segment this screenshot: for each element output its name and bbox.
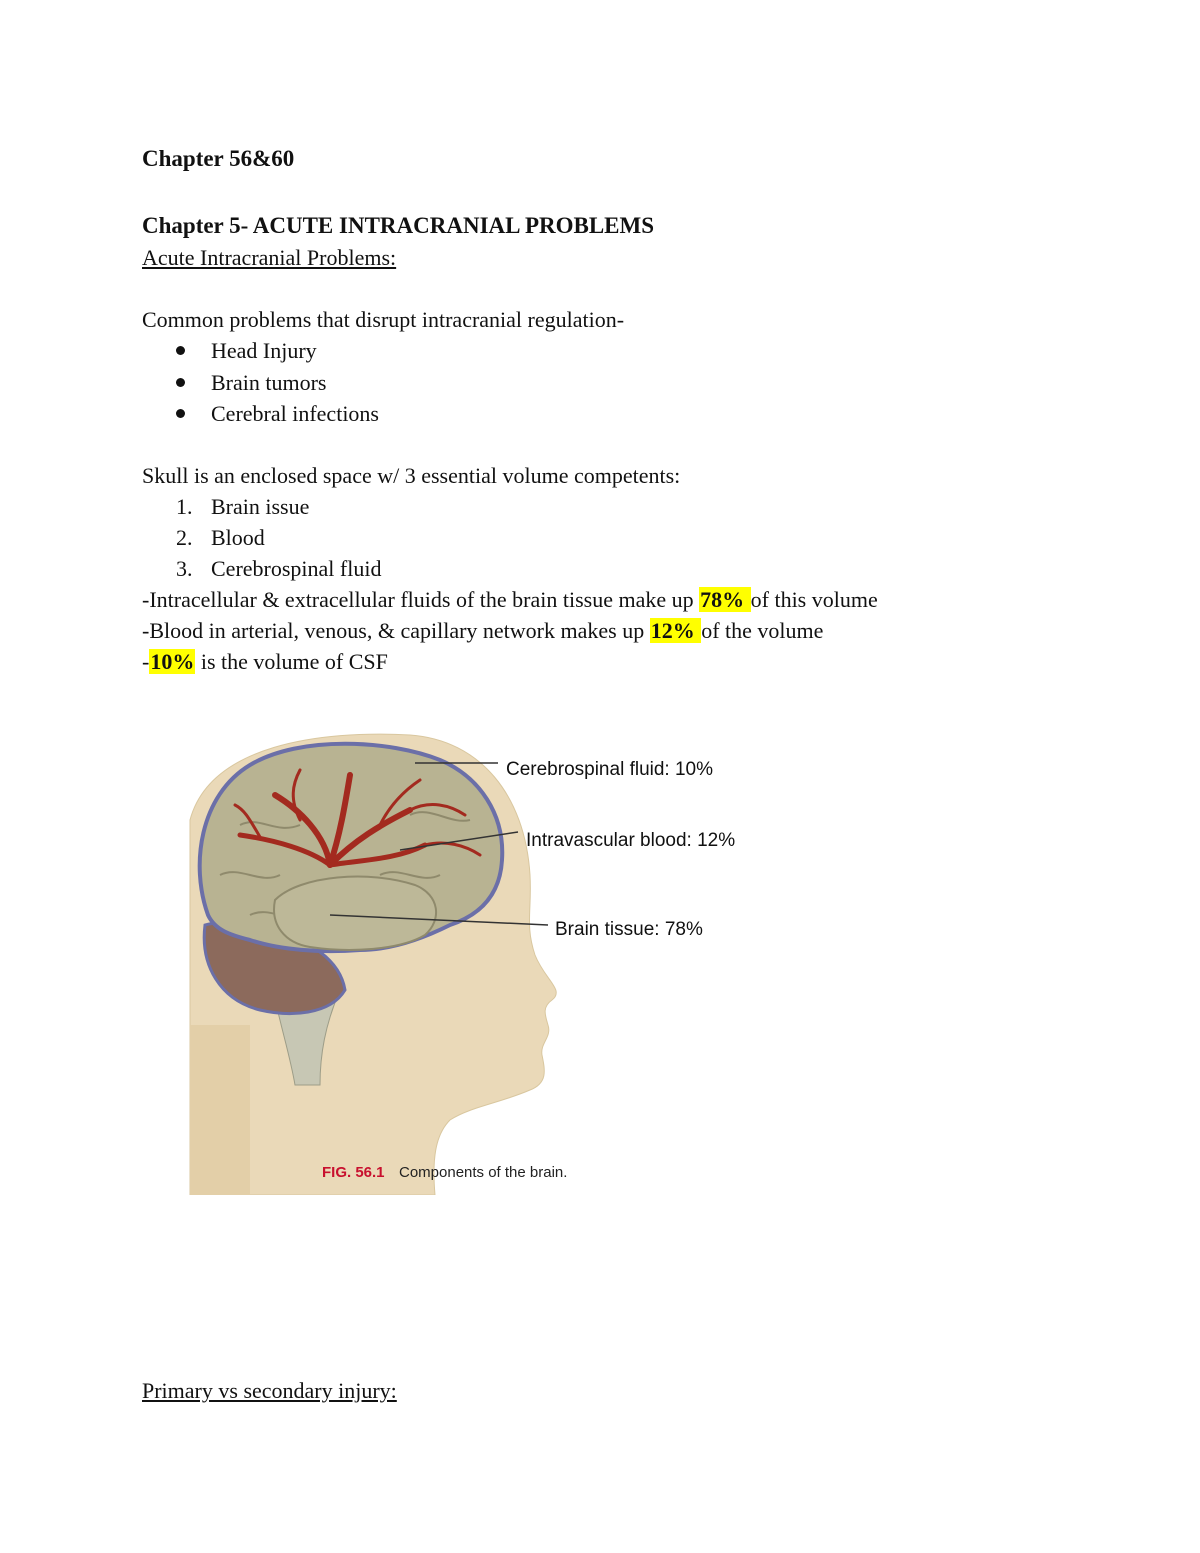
list-number: 1. <box>176 494 193 519</box>
volume-line-csf <box>142 648 388 676</box>
chapter-heading: Chapter 5- ACUTE INTRACRANIAL PROBLEMS <box>142 213 655 238</box>
line-text: of this volume <box>750 587 878 612</box>
tissue-label: Brain tissue: 78% <box>555 919 703 940</box>
brain-components-figure <box>180 725 760 1195</box>
highlight-percent: 12% <box>650 618 701 643</box>
list-item: Cerebrospinal fluid <box>211 556 382 581</box>
document-title: Chapter 56&60 <box>142 146 295 171</box>
list-item: Head Injury <box>211 338 317 363</box>
list-number: 2. <box>176 525 193 550</box>
highlight-percent: 10% <box>150 649 195 674</box>
skull-intro: Skull is an enclosed space w/ 3 essential volume competents: <box>142 463 681 488</box>
section-title: Acute Intracranial Problems: <box>142 245 397 270</box>
neck-shading <box>190 1025 250 1195</box>
highlight-percent: 78% <box>700 587 750 612</box>
line-text: -Intracellular & extracellular fluids of the brain tissue make up <box>142 587 700 612</box>
next-section-title: Primary vs secondary injury: <box>142 1378 397 1403</box>
line-text: is the volume of CSF <box>195 649 388 674</box>
intro-text: Common problems that disrupt intracranial regulation- <box>142 307 625 332</box>
csf-label: Cerebrospinal fluid: 10% <box>506 759 714 780</box>
volume-line-blood <box>142 617 823 645</box>
list-item: Brain tumors <box>211 370 327 395</box>
caption-number: FIG. 56.1 <box>322 1164 385 1181</box>
bullet-icon <box>176 346 185 355</box>
line-text: - <box>142 649 150 674</box>
caption-text: Components of the brain. <box>399 1164 568 1181</box>
line-text: of the volume <box>701 618 824 643</box>
list-item: Brain issue <box>211 494 310 519</box>
list-number: 3. <box>176 556 193 581</box>
temporal-lobe <box>274 877 436 950</box>
bullet-icon <box>176 409 185 418</box>
line-text: -Blood in arterial, venous, & capillary network makes up <box>142 618 650 643</box>
list-item: Blood <box>211 525 265 550</box>
bullet-icon <box>176 378 185 387</box>
list-item: Cerebral infections <box>211 401 379 426</box>
blood-label: Intravascular blood: 12% <box>526 830 736 851</box>
volume-line-tissue <box>142 586 878 614</box>
